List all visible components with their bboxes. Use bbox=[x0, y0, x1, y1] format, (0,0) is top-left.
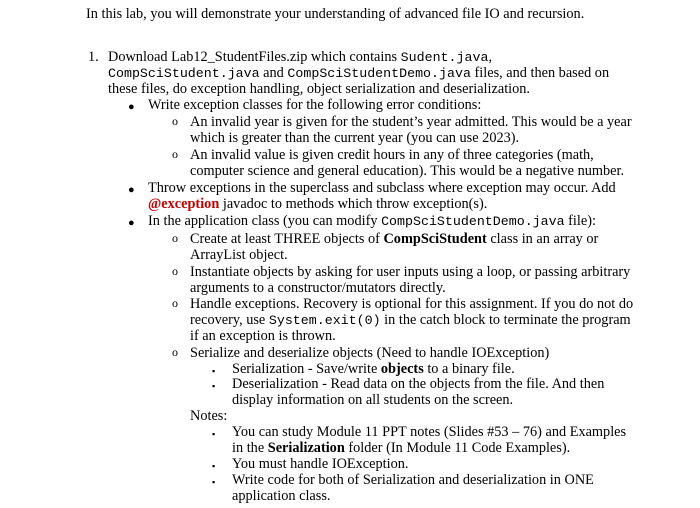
bullet2-line1: Throw exceptions in the superclass and subclass where exception may occur. Add bbox=[148, 180, 616, 196]
item1-line3: these files, do exception handling, object serialization and deserialization. bbox=[108, 81, 531, 97]
circle-bullet-icon: o bbox=[172, 345, 178, 359]
circle-bullet-icon: o bbox=[172, 296, 178, 310]
bullet3-line: In the application class (you can modify CompSciStudentDemo.java file): bbox=[148, 213, 596, 229]
bullet1-sub2-line1: An invalid value is given credit hours in any of three categories (math, bbox=[190, 147, 594, 163]
square-bullet-icon: ▪ bbox=[212, 461, 216, 471]
note1-line2: in the Serialization folder (In Module 11 Code Examples). bbox=[232, 440, 571, 456]
bullet-icon: ● bbox=[128, 101, 135, 113]
note2: You must handle IOException. bbox=[232, 456, 409, 472]
bullet2-line2: @exception javadoc to methods which throw exception(s). bbox=[148, 196, 488, 212]
square-bullet-icon: ▪ bbox=[212, 477, 216, 487]
code-student-file: Sudent.java bbox=[400, 50, 489, 65]
code-compsci-file: CompSciStudent.java bbox=[108, 66, 260, 81]
note1-line1: You can study Module 11 PPT notes (Slides #53 – 76) and Examples bbox=[232, 424, 627, 440]
item1-line2: CompSciStudent.java and CompSciStudentDemo.java files, and then based on bbox=[108, 65, 610, 81]
circle-bullet-icon: o bbox=[172, 264, 178, 278]
square-bullet-icon: ▪ bbox=[212, 381, 216, 391]
code-demo-file: CompSciStudentDemo.java bbox=[381, 214, 565, 229]
bullet1-sub1-line1: An invalid year is given for the student’s year admitted. This would be a year bbox=[190, 114, 632, 130]
bullet1-sub2-line2: computer science and general education). This would be a negative number. bbox=[190, 163, 625, 179]
deserialization-step-line1: Deserialization - Read data on the objects from the file. And then bbox=[232, 376, 605, 392]
deserialization-step-line2: display information on all students on the screen. bbox=[232, 392, 514, 408]
bullet3-sub3-line1: Handle exceptions. Recovery is optional for this assignment. If you do not do bbox=[190, 296, 634, 312]
note3-line1: Write code for both of Serialization and deserialization in ONE bbox=[232, 472, 594, 488]
list-number: 1. bbox=[88, 49, 99, 65]
exception-tag: @exception bbox=[148, 196, 220, 212]
bullet3-sub3-line2: recovery, use System.exit(0) in the catch block to terminate the program bbox=[190, 312, 631, 328]
code-system-exit: System.exit(0) bbox=[268, 313, 381, 328]
bullet3-sub1-line2: ArrayList object. bbox=[190, 247, 288, 263]
square-bullet-icon: ▪ bbox=[212, 366, 216, 376]
serialization-step: Serialization - Save/write objects to a binary file. bbox=[232, 361, 515, 377]
note3-line2: application class. bbox=[232, 488, 331, 504]
bullet-icon: ● bbox=[128, 184, 135, 196]
intro-text: In this lab, you will demonstrate your understanding of advanced file IO and recursion. bbox=[86, 6, 585, 22]
bullet3-sub1-line1: Create at least THREE objects of CompSciStudent class in an array or bbox=[190, 231, 599, 247]
circle-bullet-icon: o bbox=[172, 114, 178, 128]
notes-label: Notes: bbox=[190, 408, 228, 424]
bullet3-sub2-line2: arguments to a constructor/mutators directly. bbox=[190, 280, 446, 296]
code-demo-file: CompSciStudentDemo.java bbox=[287, 66, 471, 81]
bullet3-sub4: Serialize and deserialize objects (Need to handle IOException) bbox=[190, 345, 550, 361]
bullet1-sub1-line2: which is greater than the current year (you can use 2023). bbox=[190, 130, 520, 146]
bullet3-sub2-line1: Instantiate objects by asking for user inputs using a loop, or passing arbitrary bbox=[190, 264, 631, 280]
item1-line1: Download Lab12_StudentFiles.zip which contains Sudent.java, bbox=[108, 49, 493, 65]
bullet3-sub3-line3: if an exception is thrown. bbox=[190, 328, 336, 344]
circle-bullet-icon: o bbox=[172, 147, 178, 161]
bullet-icon: ● bbox=[128, 217, 135, 229]
circle-bullet-icon: o bbox=[172, 231, 178, 245]
square-bullet-icon: ▪ bbox=[212, 429, 216, 439]
bullet1-text: Write exception classes for the following error conditions: bbox=[148, 97, 482, 113]
